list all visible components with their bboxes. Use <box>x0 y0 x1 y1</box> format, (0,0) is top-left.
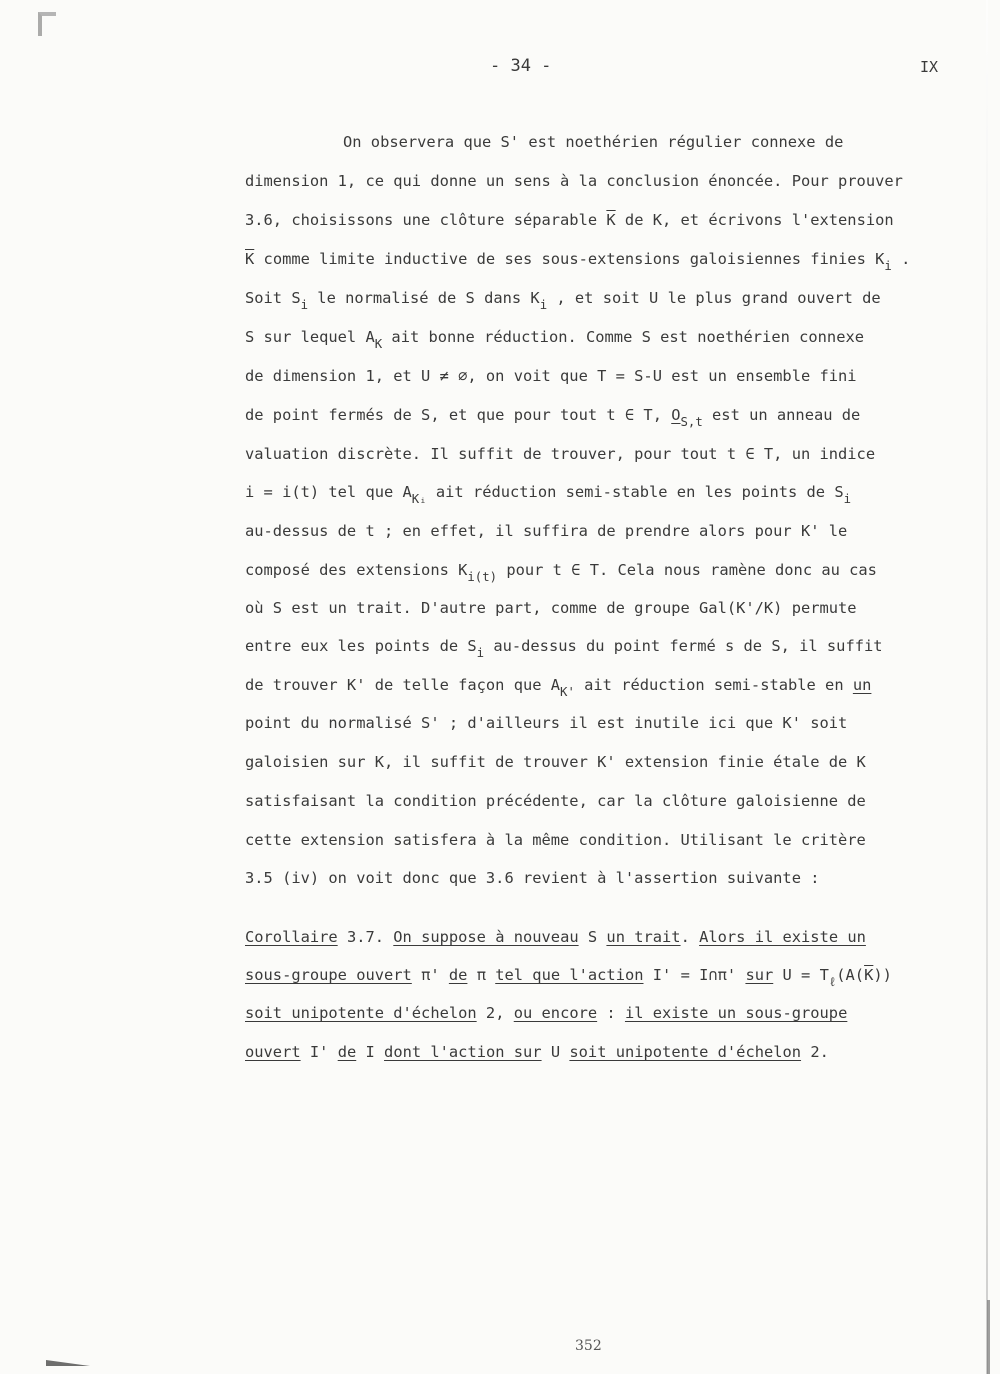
text-line: où S est un trait. D'autre part, comme de groupe Gal(K'/K) permute <box>245 599 857 617</box>
text-line: galoisien sur K, il suffit de trouver K' extension finie étale de K <box>245 753 866 771</box>
scan-corner-mark <box>46 1354 90 1366</box>
text-line: entre eux les points de $S_i$ au-dessus du point fermé s de S, il suffit <box>245 637 883 660</box>
text-line: 3.6, choisissons une clôture séparable $\overline{K}$ de K, et écrivons l'extension <box>245 211 894 229</box>
text-line: cette extension satisfera à la même condition. Utilisant le critère <box>245 831 866 849</box>
text-line: point du normalisé S' ; d'ailleurs il est inutile ici que K' soit <box>245 714 848 732</box>
k-bar: $\overline{K}$ <box>606 211 616 229</box>
k-bar: $\overline{K}$ <box>245 250 255 268</box>
chapter-label: IX <box>920 58 939 76</box>
scan-edge-bottom <box>987 1300 990 1374</box>
text-line: $\overline{K}$ comme limite inductive de ses sous-extensions galoisiennes finies $K_i$ . <box>245 250 911 273</box>
page-number: - 34 - <box>490 56 552 76</box>
text-line: satisfaisant la condition précédente, car la clôture galoisienne de <box>245 792 866 810</box>
text-line: Soit $S_i$ le normalisé de S dans $K_i$ , et soit U le plus grand ouvert de <box>245 289 881 312</box>
text-line: dimension 1, ce qui donne un sens à la conclusion énoncée. Pour prouver <box>245 172 903 190</box>
text-line: valuation discrète. Il suffit de trouver, pour tout t ∈ T, un indice <box>245 445 876 463</box>
text-line: On observera que S' est noethérien régulier connexe de <box>343 133 844 151</box>
text-line: S sur lequel $A_K$ ait bonne réduction. Comme S est noethérien connexe <box>245 328 864 351</box>
corollary-line: soit unipotente d'échelon 2, ou encore : il existe un sous-groupe <box>245 1004 848 1022</box>
text-line: i = i(t) tel que $A_{Kᵢ}$ ait réduction semi-stable en les points de $S_i$ <box>245 483 852 506</box>
text-line: de trouver K' de telle façon que $A_{K'}$ ait réduction semi-stable en un <box>245 676 872 699</box>
text-line: de point fermés de S, et que pour tout t ∈ T, $O_{S,t}$ est un anneau de <box>245 406 861 429</box>
text-line: au-dessus de t ; en effet, il suffira de prendre alors pour K' le <box>245 522 848 540</box>
corollary-line: Corollaire 3.7. On suppose à nouveau S un trait. Alors il existe un <box>245 928 866 946</box>
folio-number: 352 <box>575 1338 602 1354</box>
corollary-line: sous-groupe ouvert π' de π tel que l'action I' = I∩π' sur $U = T_\ell(A(\overline{K}))$ <box>245 966 892 989</box>
text-line: composé des extensions $K_{i(t)}$ pour t ∈ T. Cela nous ramène donc au cas <box>245 561 877 584</box>
scan-edge <box>986 0 988 1374</box>
scan-corner-mark <box>38 12 56 36</box>
text-line: 3.5 (iv) on voit donc que 3.6 revient à l'assertion suivante : <box>245 869 820 887</box>
corollary-line: ouvert I' de I dont l'action sur U soit unipotente d'échelon 2. <box>245 1043 829 1061</box>
text-line: de dimension 1, et U ≠ ∅, on voit que T = S-U est un ensemble fini <box>245 367 857 385</box>
